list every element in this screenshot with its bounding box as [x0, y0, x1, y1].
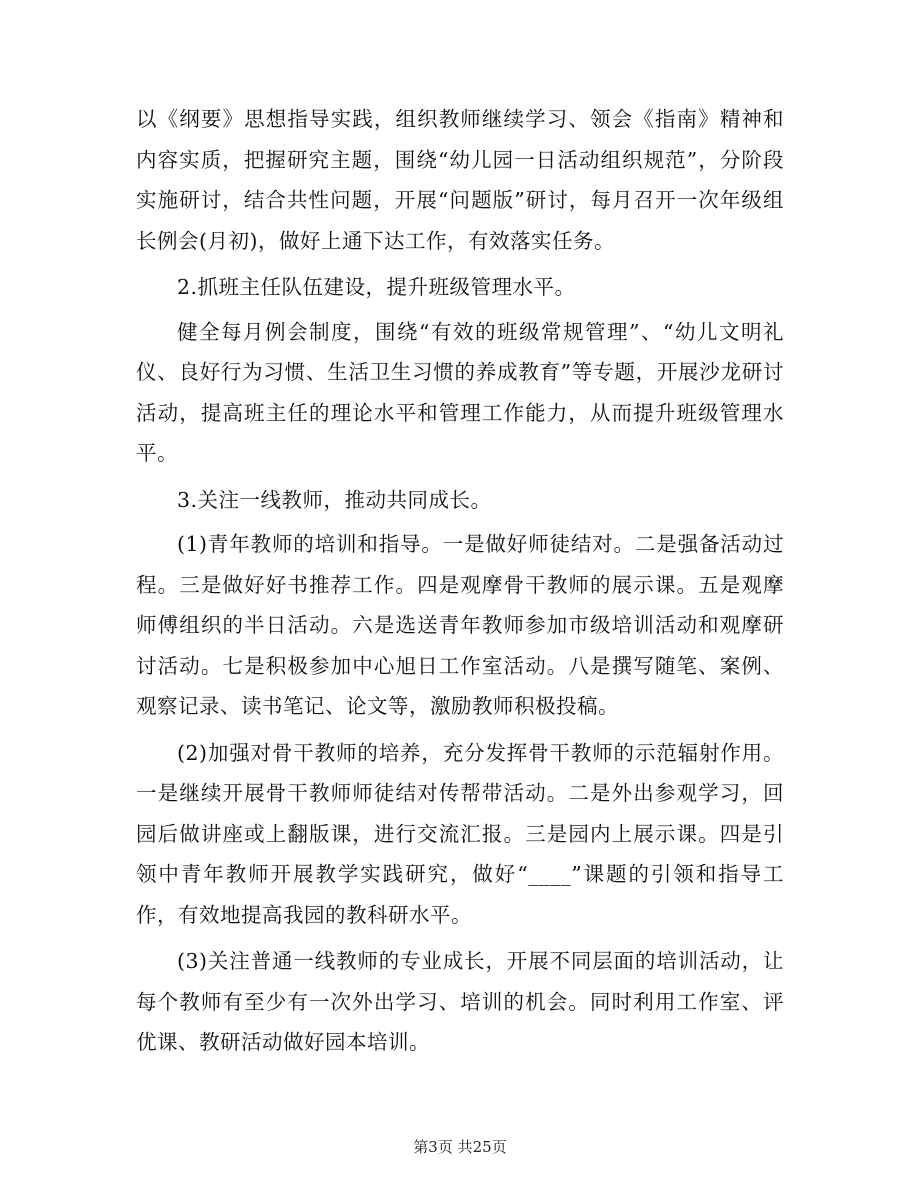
document-body — [136, 99, 784, 1063]
heading-frontline-teachers: 3.关注一线教师，推动共同成长。 — [177, 487, 492, 512]
page-number-footer: 第3页 共25页 — [413, 1138, 507, 1156]
paragraph-backbone-teachers: (2)加强对骨干教师的培养，充分发挥骨干教师的示范辐射作用。一是继续开展骨干教师师徒结对传帮带活动。二是外出参观学习，回园后做讲座或上翻版课，进行交流汇报。三是园内上展示课。四是引领中青年教师开展教学实践研究，做好“____”课题的引领和指导工作，有效地提高我园的教科研水平。 — [136, 740, 784, 927]
paragraph-study-guidelines: 以《纲要》思想指导实践，组织教师继续学习、领会《指南》精神和内容实质，把握研究主题，围绕“幼儿园一日活动组织规范”，分阶段实施研讨，结合共性问题，开展“问题版”研讨，每月召开一次年级组长例会(月初)，做好上通下达工作，有效落实任务。 — [136, 107, 784, 253]
paragraph-ordinary-teachers: (3)关注普通一线教师的专业成长，开展不同层面的培训活动，让每个教师有至少有一次外出学习、培训的机会。同时利用工作室、评优课、教研活动做好园本培训。 — [136, 949, 784, 1054]
paragraph-young-teacher-training: (1)青年教师的培训和指导。一是做好师徒结对。二是强备活动过程。三是做好好书推荐工作。四是观摩骨干教师的展示课。五是观摩师傅组织的半日活动。六是选送青年教师参加市级培训活动和观摩研讨活动。七是积极参加中心旭日工作室活动。八是撰写随笔、案例、观察记录、读书笔记、论文等，激励教师积极投稿。 — [136, 532, 784, 718]
paragraph-monthly-meeting: 健全每月例会制度，围绕“有效的班级常规管理”、“幼儿文明礼仪、良好行为习惯、生活卫生习惯的养成教育”等专题，开展沙龙研讨活动，提高班主任的理论水平和管理工作能力，从而提升班级管理水平。 — [136, 319, 784, 465]
heading-class-teacher-team: 2.抓班主任队伍建设，提升班级管理水平。 — [177, 275, 576, 299]
